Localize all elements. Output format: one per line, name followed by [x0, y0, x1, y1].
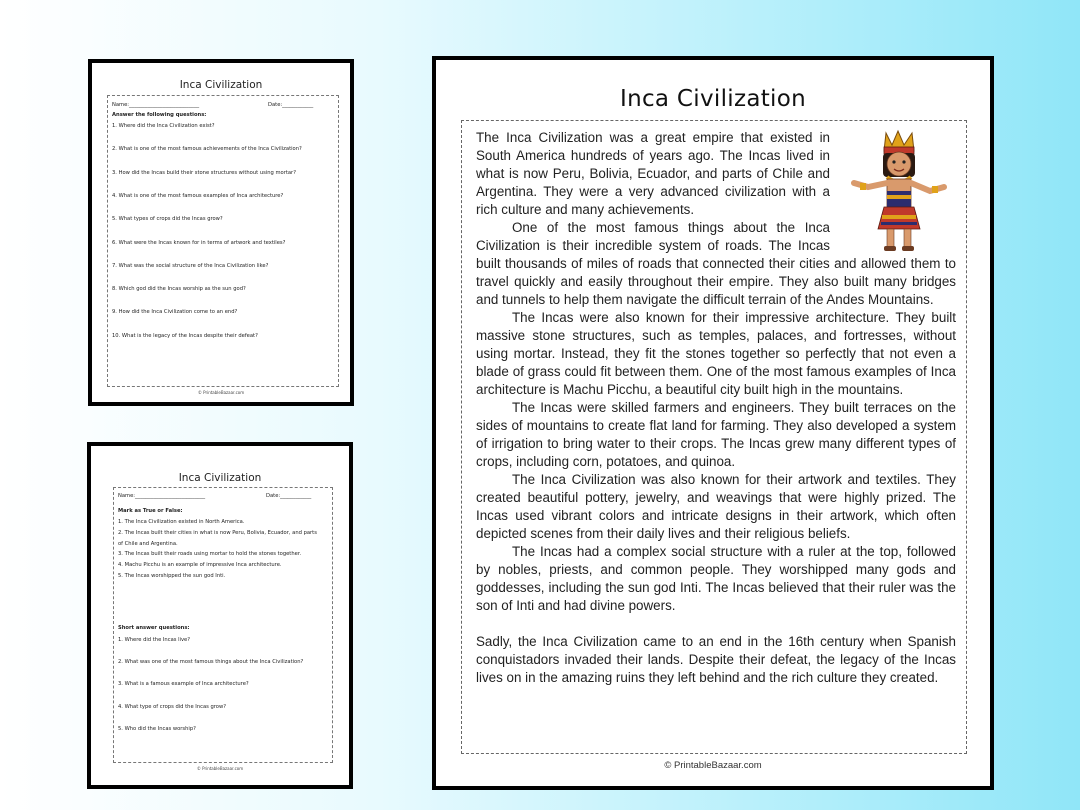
worksheet-title: Inca Civilization — [178, 472, 262, 484]
inca-figure-illustration — [840, 129, 962, 255]
paragraph: The Inca Civilization was also known for their artwork and textiles. They created beautiful pottery, jewelry, and weavings that were highly prized. The Incas used vibrant colors and intricate designs in their artwork, which often depicted scenes from their daily lives and their religious beliefs. — [476, 472, 956, 541]
page-footer: © PrintableBazaar.com — [664, 760, 762, 771]
worksheet-title: Inca Civilization — [179, 79, 263, 91]
worksheet-footer: © PrintableBazaar.com — [197, 390, 245, 395]
list-item: 3. What is a famous example of Inca architecture? — [118, 681, 249, 688]
name-line: Name:___________________________ — [112, 102, 200, 108]
list-item: 7. What was the social structure of the Inca Civilization like? — [112, 262, 269, 269]
worksheet-frame — [107, 95, 339, 387]
instruction-text: Answer the following questions: — [112, 112, 207, 118]
short-answer-heading: Short answer questions: — [118, 625, 190, 631]
date-line: Date:____________ — [268, 102, 314, 108]
list-item: 9. How did the Inca Civilization come to an end? — [112, 309, 238, 316]
list-item: 8. Which god did the Incas worship as the sun god? — [112, 286, 246, 293]
list-item: 4. What is one of the most famous examples of Inca architecture? — [112, 192, 284, 199]
tf-heading: Mark as True or False: — [118, 508, 183, 514]
list-item: 3. How did the Incas build their stone structures without using mortar? — [112, 169, 296, 176]
paragraph: The Incas were also known for their impressive architecture. They built massive stone structures, such as temples, palaces, and fortresses, without using mortar. Instead, they fit the stones together so perfectly that not even a blade of grass could fit between them. One of the most famous examples of Inca architecture is Machu Picchu, a beautiful city built high in the mountains. — [476, 310, 956, 397]
list-item: 1. Where did the Incas live? — [118, 637, 191, 643]
list-item: 3. The Incas built their roads using mortar to hold the stones together. — [118, 551, 302, 558]
list-item: 5. The Incas worshipped the sun god Inti. — [118, 573, 226, 579]
list-item: of Chile and Argentina. — [118, 540, 178, 547]
paragraph: The Inca Civilization was a great empire that existed in South America hundreds of years ago. The Incas lived in what is now Peru, Bolivia, Ecuador, and parts of Chile and Argentina. They were a very advanced civilization with a rich culture and many achievements. — [476, 130, 830, 217]
list-item: 10. What is the legacy of the Incas despite their defeat? — [112, 332, 258, 339]
list-item: 5. What types of crops did the Incas grow? — [112, 216, 223, 223]
list-item: 2. What is one of the most famous achievements of the Inca Civilization? — [112, 146, 302, 153]
list-item: 1. The Inca Civilization existed in North America. — [118, 519, 245, 525]
passage-frame — [461, 120, 967, 754]
name-line: Name:___________________________ — [118, 493, 206, 499]
worksheet-footer: © PrintableBazaar.com — [196, 766, 244, 771]
paragraph: The Incas were skilled farmers and engineers. They built terraces on the sides of mountains to create flat land for farming. They also developed a system of irrigation to bring water to their crops. The Incas grew many different types of crops, including corn, potatoes, and quinoa. — [476, 400, 956, 469]
paragraph: One of the most famous things about the Inca Civilization is their incredible system of roads. The Incas built thousands of miles of roads that connected their cities and allowed them to travel quickly and easily throughout their empire. They also built many bridges and tunnels to help them navigate the difficult terrain of the Andes Mountains. — [476, 220, 956, 307]
date-line: Date:____________ — [266, 493, 312, 499]
paragraph: Sadly, the Inca Civilization came to an end in the 16th century when Spanish conquistadors invaded their lands. Despite their defeat, the legacy of the Incas lives on in the amazing ruins they left behind and the rich culture they created. — [476, 634, 956, 685]
worksheet-frame — [113, 487, 333, 763]
passage-text — [476, 129, 956, 687]
list-item: 2. The Incas built their cities in what is now Peru, Bolivia, Ecuador, and parts — [118, 529, 317, 536]
reading-passage-page — [432, 56, 994, 790]
list-item: 6. What were the Incas known for in terms of artwork and textiles? — [112, 239, 286, 246]
list-item: 4. Machu Picchu is an example of impressive Inca architecture. — [118, 562, 282, 569]
list-item: 2. What was one of the most famous things about the Inca Civilization? — [118, 659, 304, 666]
list-item: 4. What type of crops did the Incas grow? — [118, 703, 226, 710]
list-item: 1. Where did the Inca Civilization exist? — [112, 123, 215, 129]
paragraph: The Incas had a complex social structure with a ruler at the top, followed by nobles, priests, and common people. They worshipped many gods and goddesses, including the sun god Inti. The Incas believed that their ruler was the son of Inti and had divine powers. — [476, 544, 956, 613]
page-title: Inca Civilization — [620, 86, 806, 112]
list-item: 5. Who did the Incas worship? — [118, 725, 196, 732]
truefalse-worksheet-thumbnail — [87, 442, 353, 789]
questions-worksheet-thumbnail — [88, 59, 354, 406]
